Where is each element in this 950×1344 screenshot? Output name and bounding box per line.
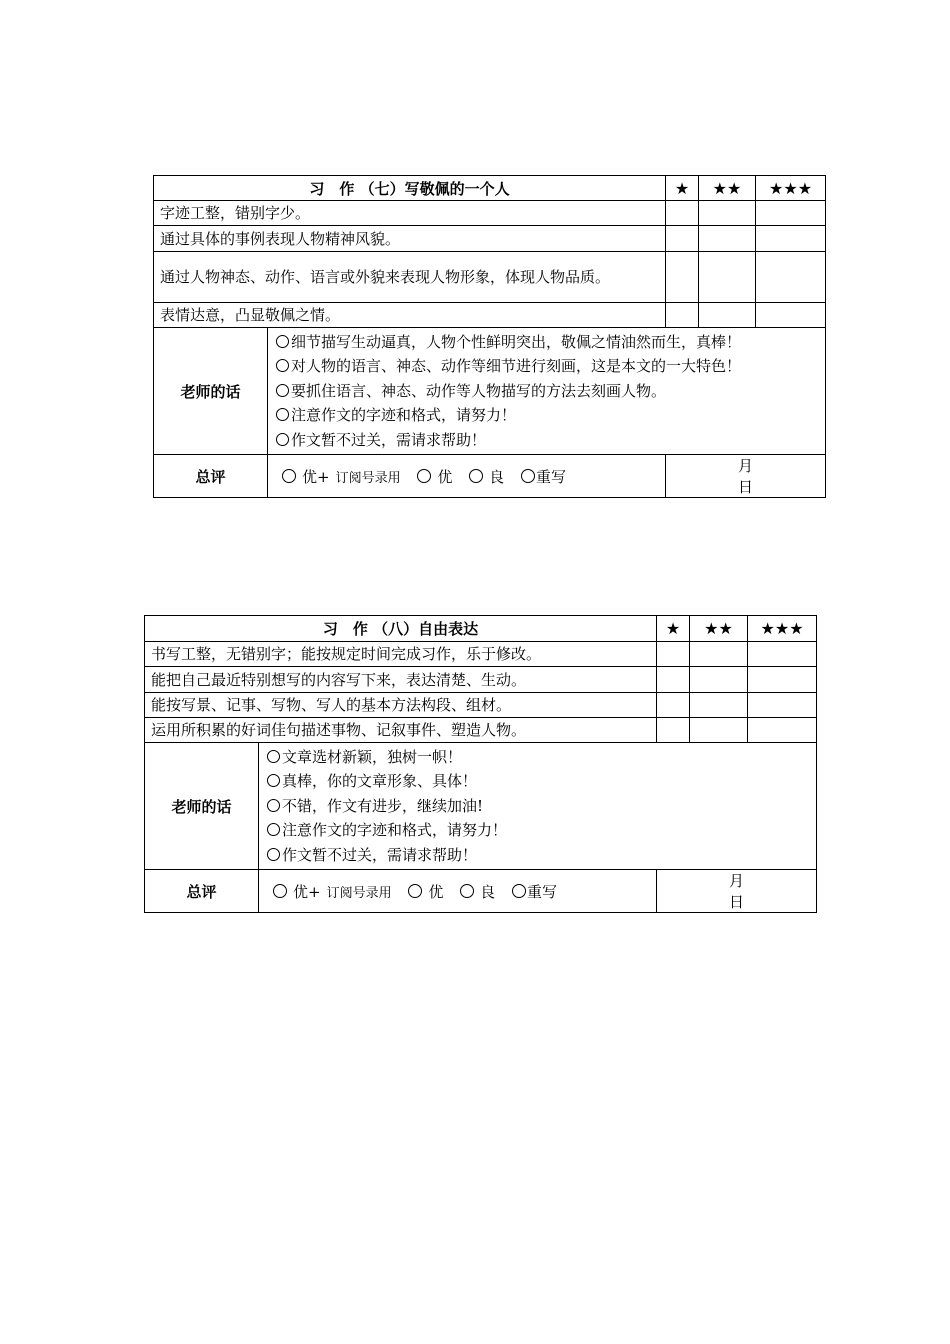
radio-circle-icon: [521, 469, 535, 483]
score-cell[interactable]: [748, 718, 817, 743]
comment-option[interactable]: 注意作文的字迹和格式，请努力！: [276, 403, 819, 427]
score-cell[interactable]: [657, 642, 690, 667]
score-cell[interactable]: [690, 718, 748, 743]
summary-label: 总评: [145, 870, 259, 913]
radio-circle-icon: [417, 469, 431, 483]
grade-option-good[interactable]: 良: [469, 466, 504, 487]
one-star-header: ★: [666, 176, 699, 201]
score-cell[interactable]: [699, 303, 756, 328]
two-star-header: ★★: [699, 176, 756, 201]
date-field[interactable]: [666, 455, 826, 498]
comment-option[interactable]: 细节描写生动逼真，人物个性鲜明突出，敬佩之情油然而生，真棒！: [276, 330, 819, 354]
one-star-header: ★: [657, 616, 690, 642]
comment-option[interactable]: 要抓住语言、神态、动作等人物描写的方法去刻画人物。: [276, 379, 819, 403]
score-cell[interactable]: [699, 226, 756, 252]
radio-circle-icon: [267, 848, 280, 861]
radio-circle-icon: [460, 884, 474, 898]
comment-option[interactable]: 注意作文的字迹和格式，请努力！: [267, 818, 810, 842]
radio-circle-icon: [276, 359, 289, 372]
month-label: 月: [738, 457, 754, 476]
criterion: 能按写景、记事、写物、写人的基本方法构段、组材。: [145, 693, 657, 718]
criterion: 书写工整，无错别字；能按规定时间完成习作，乐于修改。: [145, 642, 657, 667]
score-cell[interactable]: [666, 201, 699, 226]
radio-circle-icon: [267, 750, 280, 763]
radio-circle-icon: [276, 408, 289, 421]
score-cell[interactable]: [699, 252, 756, 303]
grade-option-excellent-plus[interactable]: 优+ 订阅号录用: [282, 466, 401, 487]
rubric-table-1: [153, 175, 826, 498]
score-cell[interactable]: [748, 667, 817, 693]
score-cell[interactable]: [666, 252, 699, 303]
rubric-table-2: [144, 615, 817, 913]
date-field[interactable]: [657, 870, 817, 913]
score-cell[interactable]: [748, 642, 817, 667]
two-star-header: ★★: [690, 616, 748, 642]
three-star-header: ★★★: [756, 176, 826, 201]
teacher-comments-label: 老师的话: [154, 328, 268, 455]
score-cell[interactable]: [666, 226, 699, 252]
radio-circle-icon: [282, 469, 296, 483]
score-cell[interactable]: [690, 693, 748, 718]
grade-option-excellent[interactable]: 优: [417, 466, 452, 487]
criterion: 通过具体的事例表现人物精神风貌。: [154, 226, 666, 252]
radio-circle-icon: [267, 799, 280, 812]
month-label: 月: [729, 872, 745, 891]
day-label: 日: [729, 893, 745, 912]
score-cell[interactable]: [657, 667, 690, 693]
score-cell[interactable]: [666, 303, 699, 328]
score-cell[interactable]: [690, 667, 748, 693]
radio-circle-icon: [469, 469, 483, 483]
score-cell[interactable]: [756, 226, 826, 252]
score-cell[interactable]: [756, 252, 826, 303]
rubric-title: 习 作 （七）写敬佩的一个人: [154, 176, 666, 201]
criterion: 运用所积累的好词佳句描述事物、记叙事件、塑造人物。: [145, 718, 657, 743]
comment-option[interactable]: 文章选材新颖，独树一帜！: [267, 745, 810, 769]
score-cell[interactable]: [748, 693, 817, 718]
score-cell[interactable]: [699, 201, 756, 226]
grade-options: [268, 455, 666, 498]
grade-option-excellent[interactable]: 优: [408, 881, 443, 902]
score-cell[interactable]: [657, 718, 690, 743]
radio-circle-icon: [276, 384, 289, 397]
score-cell[interactable]: [756, 303, 826, 328]
score-cell[interactable]: [690, 642, 748, 667]
radio-circle-icon: [408, 884, 422, 898]
comment-option[interactable]: 对人物的语言、神态、动作等细节进行刻画，这是本文的一大特色！: [276, 354, 819, 378]
grade-option-rewrite[interactable]: 重写: [512, 881, 557, 902]
grade-options: [259, 870, 657, 913]
criterion: 字迹工整，错别字少。: [154, 201, 666, 226]
radio-circle-icon: [276, 335, 289, 348]
day-label: 日: [738, 478, 754, 497]
teacher-comments-label: 老师的话: [145, 743, 259, 870]
score-cell[interactable]: [756, 201, 826, 226]
grade-option-rewrite[interactable]: 重写: [521, 466, 566, 487]
criterion: 表情达意，凸显敬佩之情。: [154, 303, 666, 328]
radio-circle-icon: [276, 433, 289, 446]
comment-option[interactable]: 作文暂不过关，需请求帮助！: [267, 843, 810, 867]
summary-label: 总评: [154, 455, 268, 498]
teacher-comments: [259, 743, 817, 870]
criterion: 能把自己最近特别想写的内容写下来，表达清楚、生动。: [145, 667, 657, 693]
radio-circle-icon: [267, 823, 280, 836]
radio-circle-icon: [267, 774, 280, 787]
grade-option-excellent-plus[interactable]: 优+ 订阅号录用: [273, 881, 392, 902]
teacher-comments: [268, 328, 826, 455]
comment-option[interactable]: 作文暂不过关，需请求帮助！: [276, 428, 819, 452]
criterion: 通过人物神态、动作、语言或外貌来表现人物形象，体现人物品质。: [154, 252, 666, 303]
three-star-header: ★★★: [748, 616, 817, 642]
score-cell[interactable]: [657, 693, 690, 718]
comment-option[interactable]: 真棒，你的文章形象、具体！: [267, 769, 810, 793]
grade-option-good[interactable]: 良: [460, 881, 495, 902]
rubric-title: 习 作 （八）自由表达: [145, 616, 657, 642]
radio-circle-icon: [273, 884, 287, 898]
radio-circle-icon: [512, 884, 526, 898]
comment-option[interactable]: 不错，作文有进步，继续加油!: [267, 794, 810, 818]
